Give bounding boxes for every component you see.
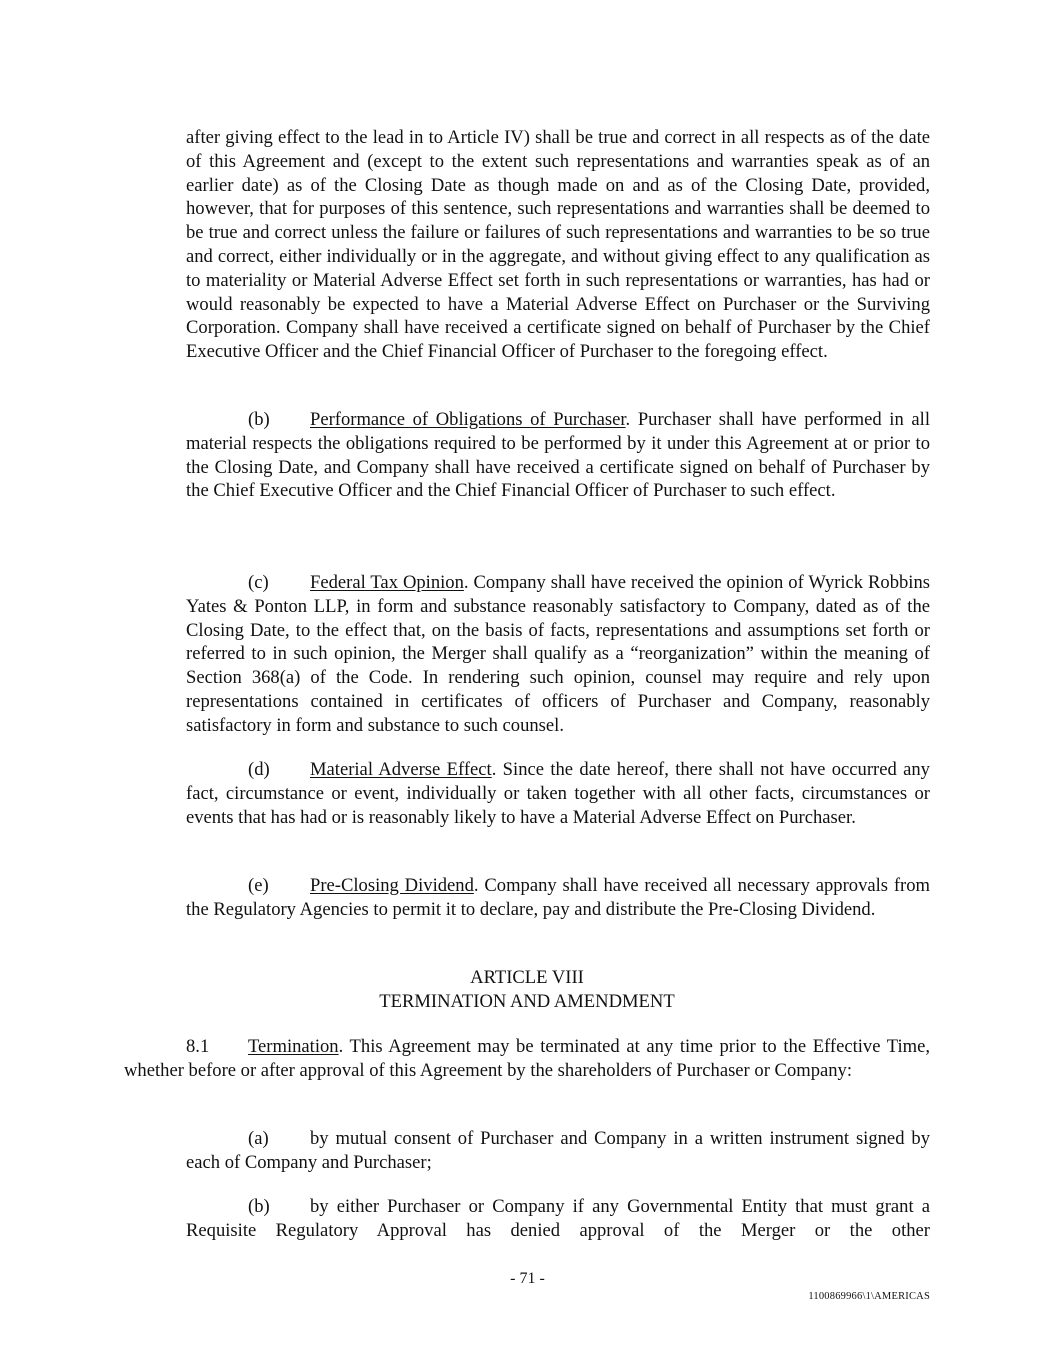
- section-number: 8.1: [186, 1036, 210, 1057]
- clause-text: . Company shall have received the opinion of Wyrick Robbins Yates & Ponton LLP, in form and substance reasonably satisfactory to Company, dated as of the Closing Date, to the effect that, on the basis of facts, representations and assumptions set forth or referred to in such opinion, the Merger shall qualify as a “reorganization” within the meaning of Section 368(a) of the Code. In rendering such opinion, counsel may require and rely upon representations contained in certificates of officers of Purchaser and Company, reasonably satisfactory in form and substance to such counsel.: [186, 572, 930, 736]
- section-heading: Termination: [248, 1036, 339, 1057]
- clause-heading: Pre-Closing Dividend: [310, 875, 474, 896]
- item-b-paragraph: [186, 1195, 930, 1243]
- section-text: . This Agreement may be terminated at any time prior to the Effective Time, whether before or after approval of this Agreement by the shareholders of Purchaser or Company:: [124, 1036, 930, 1081]
- clause-text: . Since the date hereof, there shall not have occurred any fact, circumstance or event, individually or taken together with all other facts, circumstances or events that has had or is reasonably likely to have a Material Adverse Effect on Purchaser.: [186, 759, 930, 828]
- clause-text: . Purchaser shall have performed in all material respects the obligations required to be performed by it under this Agreement at or prior to the Closing Date, and Company shall have received a certificate signed on behalf of Purchaser by the Chief Executive Officer and the Chief Financial Officer of Purchaser to such effect.: [186, 409, 930, 502]
- item-number: (a): [248, 1128, 269, 1149]
- clause-text: . Company shall have received all necessary approvals from the Regulatory Agencies to permit it to declare, pay and distribute the Pre-Closing Dividend.: [186, 875, 931, 920]
- clause-number: (b): [248, 409, 270, 430]
- article-title: TERMINATION AND AMENDMENT: [379, 991, 675, 1012]
- page-number: - 71 -: [510, 1270, 545, 1287]
- article-number: ARTICLE VIII: [470, 967, 584, 988]
- item-a-paragraph: [186, 1127, 930, 1175]
- clause-heading: Performance of Obligations of Purchaser: [310, 409, 626, 430]
- clause-number: (e): [248, 875, 269, 896]
- clause-b-paragraph: [186, 408, 930, 503]
- clause-number: (d): [248, 759, 270, 780]
- document-id: 1100869966\1\AMERICAS: [808, 1291, 930, 1302]
- clause-heading: Material Adverse Effect: [310, 759, 492, 780]
- clause-heading: Federal Tax Opinion: [310, 572, 464, 593]
- clause-e-paragraph: [186, 874, 930, 922]
- intro-paragraph: after giving effect to the lead in to Article IV) shall be true and correct in all respects as of the date of this Agreement and (except to the extent such representations and warranties speak as of an earlier date) as of the Closing Date as though made on and as of the Closing Date, provided, however, that for purposes of this sentence, such representations and warranties shall be deemed to be true and correct unless the failure or failures of such representations and warranties to be so true and correct, either individually or in the aggregate, and without giving effect to any qualification as to materiality or Material Adverse Effect set forth in such representations or warranties, has had or would reasonably be expected to have a Material Adverse Effect on Purchaser or the Surviving Corporation. Company shall have received a certificate signed on behalf of Purchaser by the Chief Executive Officer and the Chief Financial Officer of Purchaser to the foregoing effect.: [186, 127, 930, 363]
- item-number: (b): [248, 1196, 270, 1217]
- clause-number: (c): [248, 572, 269, 593]
- clause-c-paragraph: [186, 571, 930, 738]
- section-8-1-paragraph: [124, 1035, 930, 1083]
- item-text: by either Purchaser or Company if any Governmental Entity that must grant a Requisite Regulatory Approval has denied approval of the Merger or the other: [186, 1196, 930, 1241]
- item-text: by mutual consent of Purchaser and Company in a written instrument signed by each of Company and Purchaser;: [186, 1128, 930, 1173]
- clause-d-paragraph: [186, 758, 930, 829]
